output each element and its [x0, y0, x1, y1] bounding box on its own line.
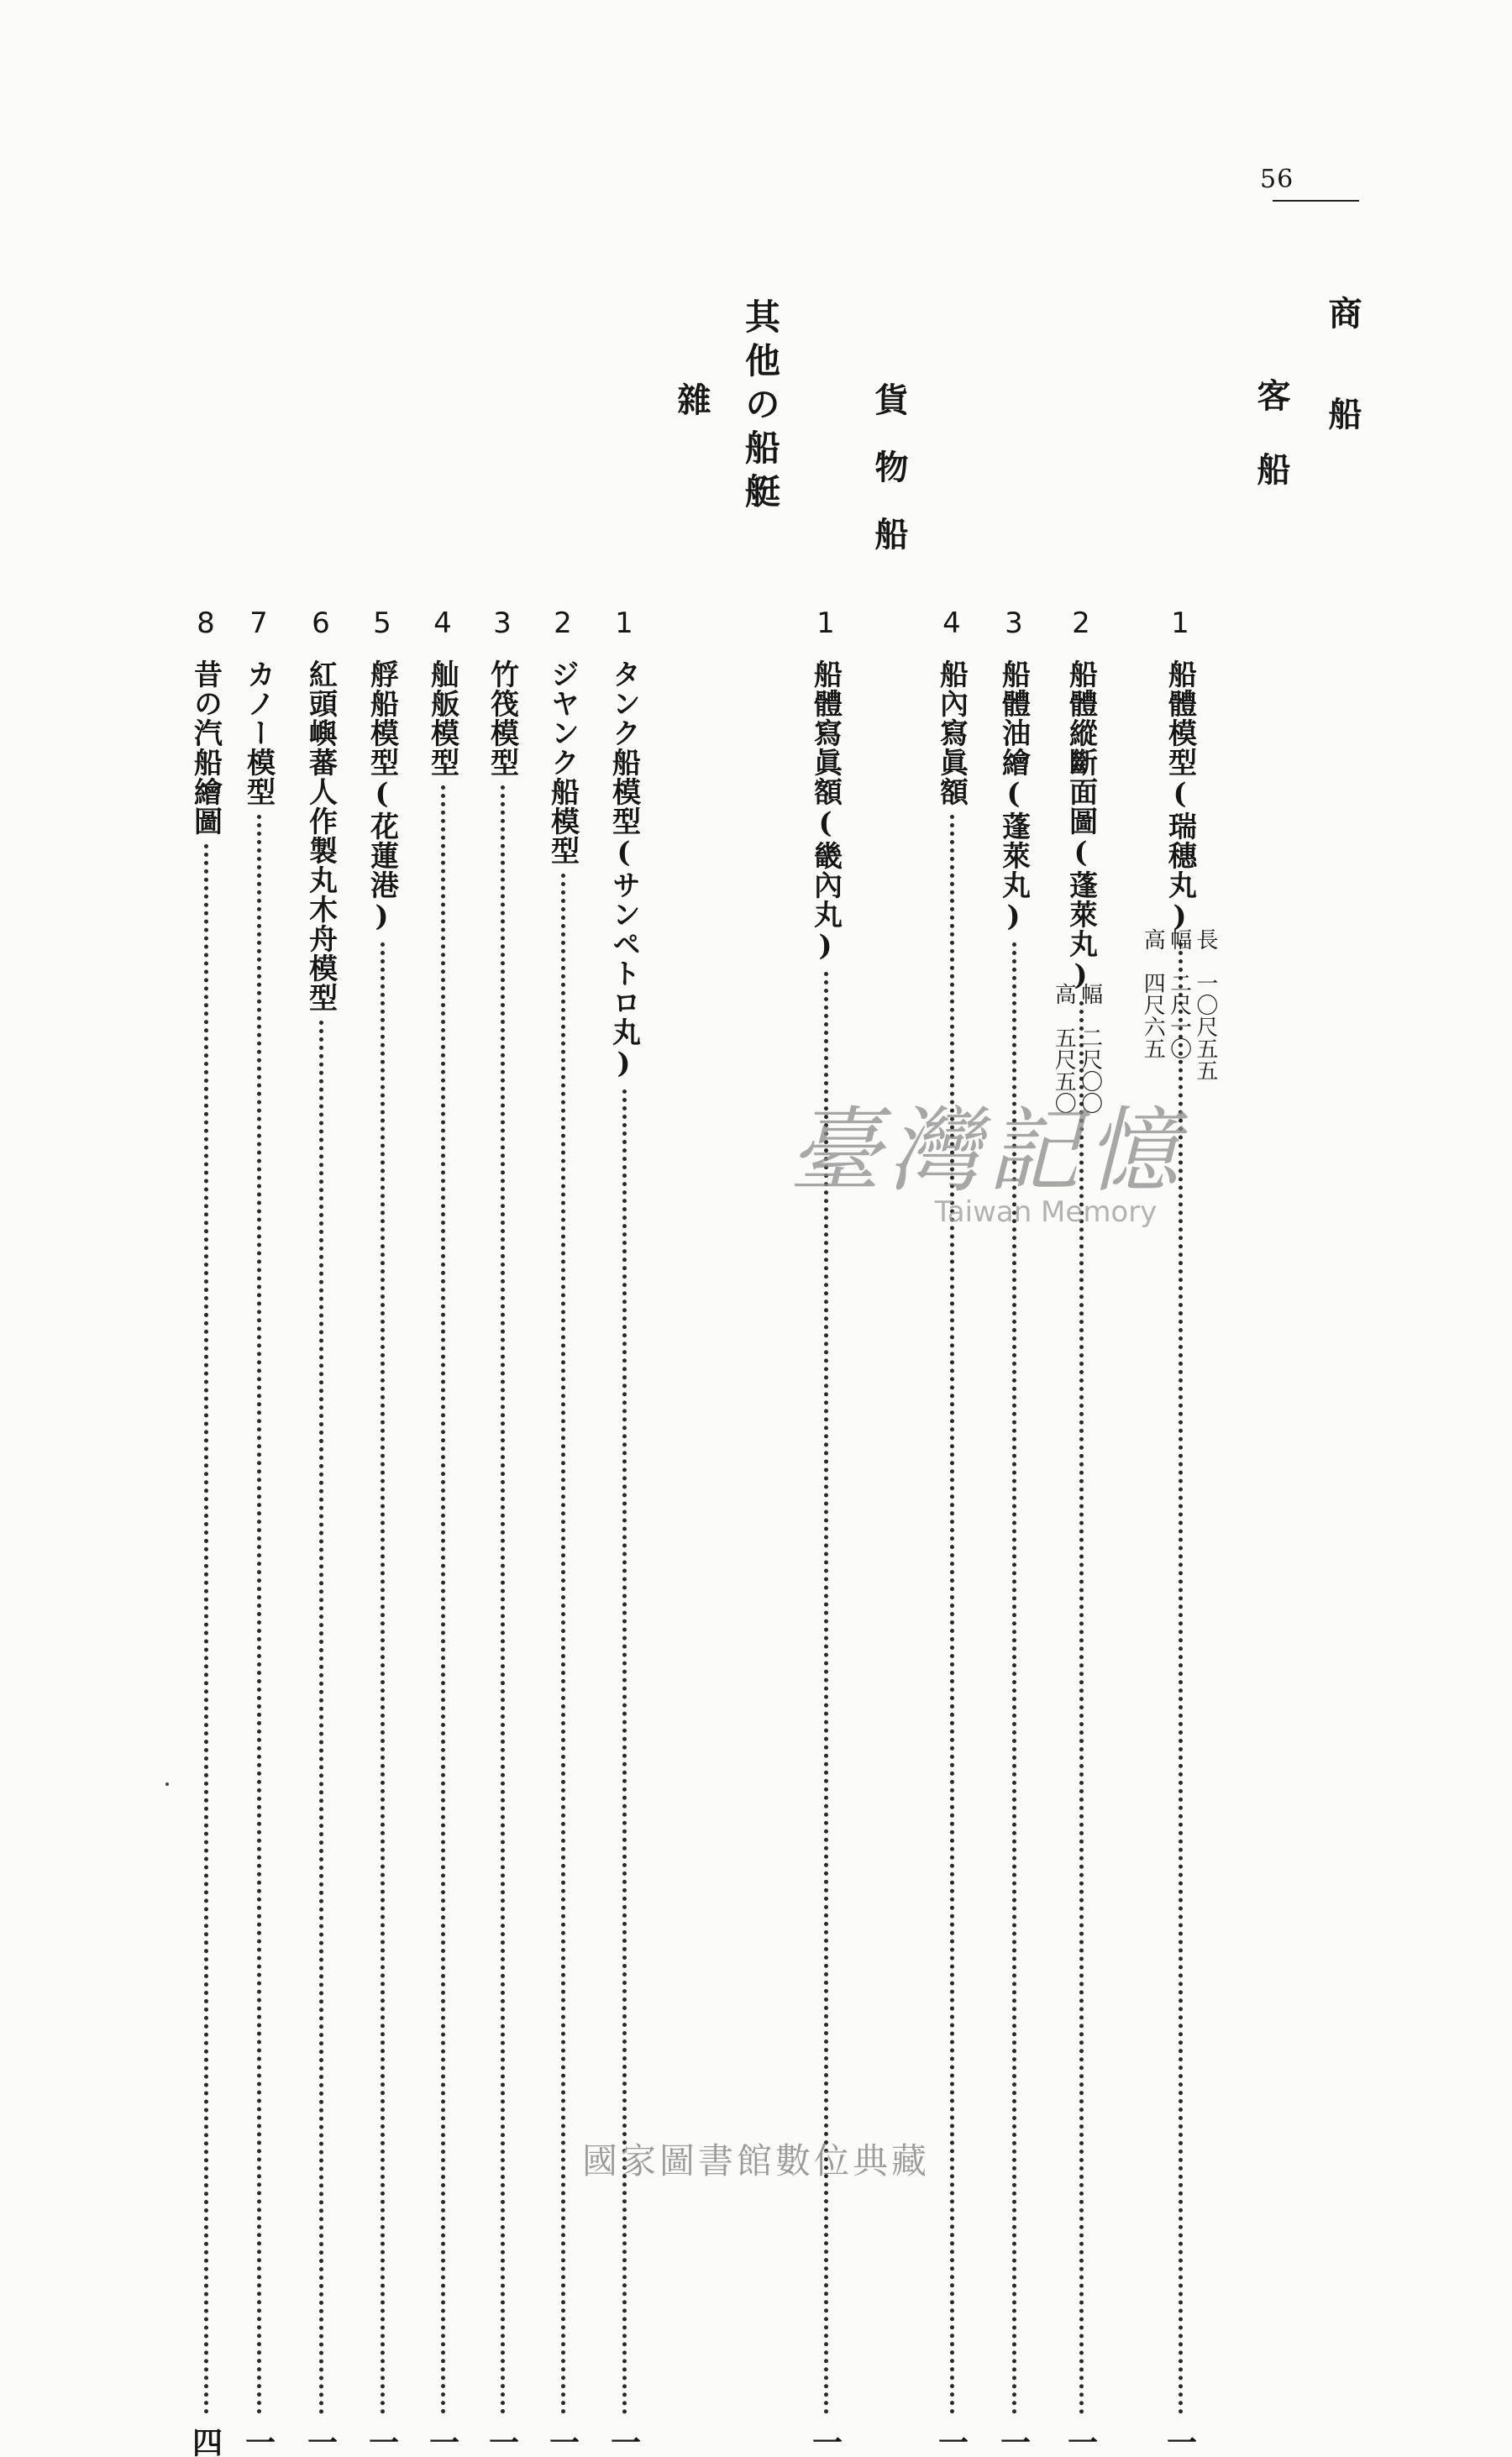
entry-title: 艀船模型(花蓮港): [365, 659, 399, 934]
dimension-width: 幅 二尺一〇: [1166, 928, 1192, 1059]
entry-dimensions: [1141, 928, 1216, 1081]
entry-page: 一: [484, 2427, 520, 2457]
toc-entry: [184, 659, 228, 2457]
heading-shosen: 商 船: [1323, 296, 1362, 430]
toc-entry: [804, 659, 848, 2457]
entry-title: ジヤンク船模型: [545, 659, 580, 865]
print-speck: [165, 1782, 169, 1786]
entry-title: 船內寫眞額: [934, 659, 969, 806]
toc-entry: [360, 659, 404, 2457]
entry-page: 一: [1063, 2427, 1099, 2457]
entry-number: 3: [1005, 606, 1023, 640]
entry-title: 竹筏模型: [485, 659, 519, 777]
dot-leader: [622, 1089, 627, 2415]
heading-kyakusen: 客 船: [1252, 378, 1291, 489]
entry-number: 3: [493, 606, 512, 640]
entry-title: 船體寫眞額(畿內丸): [808, 659, 843, 963]
entry-number: 2: [1072, 606, 1090, 640]
entry-number: 8: [197, 606, 215, 640]
dimension-height: 高 五尺五〇: [1051, 983, 1077, 1114]
entry-dimensions: [1052, 983, 1101, 1114]
page-number: 56: [1260, 165, 1294, 194]
entry-title: 船體縱斷面圖(蓬萊丸): [1063, 659, 1098, 993]
entry-title: 舢舨模型: [425, 659, 459, 777]
entry-number: 6: [312, 606, 330, 640]
entry-number: 5: [373, 606, 391, 640]
entry-title: 船體油繪(蓬萊丸): [996, 659, 1031, 934]
entry-page: 一: [807, 2427, 843, 2457]
entry-page: 一: [995, 2427, 1032, 2457]
entry-page: 四: [187, 2427, 223, 2457]
toc-entry: [930, 659, 974, 2457]
footer-collection-label: 國家圖書館數位典藏: [581, 2140, 930, 2181]
watermark-logo-text: 臺灣記憶: [789, 1097, 1185, 1205]
entry-title: カノー模型: [241, 659, 276, 806]
entry-number: 1: [615, 606, 633, 640]
toc-entry: [992, 659, 1036, 2457]
entry-title: 船體模型(瑞穗丸): [1163, 659, 1197, 934]
dimension-width: 幅 二尺〇〇: [1077, 983, 1103, 1114]
toc-entry: [421, 659, 465, 2457]
entry-page: 一: [933, 2427, 969, 2457]
heading-kamotsusen: 貨 物 船: [869, 382, 909, 550]
dimension-length: 長 一〇尺五五: [1192, 928, 1218, 1081]
toc-entry: [602, 659, 646, 2457]
entry-number: 4: [942, 606, 961, 640]
entry-page: 一: [364, 2427, 400, 2457]
heading-zatsu: 雜: [672, 382, 711, 416]
entry-page: 一: [240, 2427, 276, 2457]
page-number-rule: [1273, 200, 1359, 202]
entry-page: 一: [1162, 2427, 1198, 2457]
entry-title: 紅頭嶼蕃人作製丸木舟模型: [303, 659, 338, 1012]
entry-page: 一: [544, 2427, 580, 2457]
entry-number: 1: [1171, 606, 1189, 640]
dot-leader: [381, 942, 385, 2415]
toc-entry: [1059, 659, 1103, 2457]
toc-entry: [541, 659, 585, 2457]
entry-page: 一: [606, 2427, 642, 2457]
watermark: [752, 1097, 1222, 1252]
watermark-subtitle: Taiwan Memory: [934, 1195, 1158, 1229]
toc-entry: [480, 659, 524, 2457]
entry-page: 一: [302, 2427, 339, 2457]
entry-title: 昔の汽船繪圖: [188, 659, 223, 836]
entry-number: 4: [433, 606, 452, 640]
entry-number: 2: [554, 606, 572, 640]
toc-entry: [237, 659, 281, 2457]
entry-title: タンク船模型(サンペトロ丸): [606, 659, 641, 1081]
dot-leader: [319, 1021, 323, 2415]
entry-page: 一: [424, 2427, 460, 2457]
toc-entry: [299, 659, 343, 2457]
entry-number: 7: [249, 606, 268, 640]
heading-sonota: 其他の船艇: [740, 298, 781, 517]
entry-number: 1: [816, 606, 835, 640]
dimension-height: 高 四尺六五: [1140, 928, 1166, 1059]
